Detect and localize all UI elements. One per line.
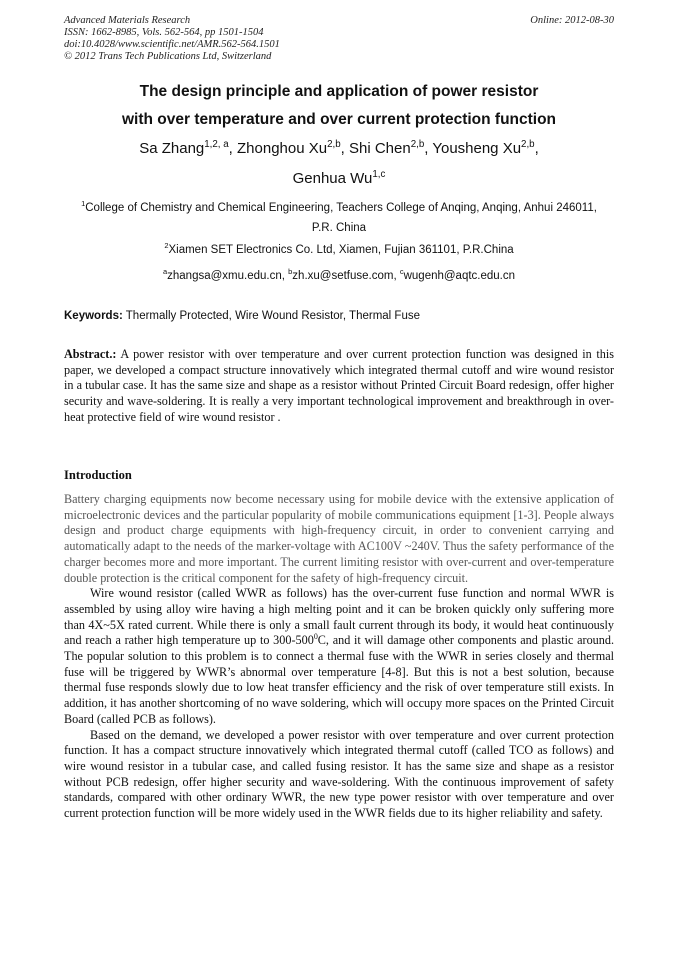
email-c: wugenh@aqtc.edu.cn	[403, 270, 516, 282]
online-date: Online: 2012-08-30	[530, 15, 614, 26]
author-list-cont	[64, 170, 614, 187]
email-a: zhangsa@xmu.edu.cn,	[167, 270, 289, 282]
author-name: Sa Zhang	[139, 140, 205, 157]
affiliation-1	[64, 198, 614, 238]
introduction-body	[64, 492, 614, 822]
email-b: zh.xu@setfuse.com,	[292, 270, 400, 282]
intro-paragraph-2-text-cont: C, and it will damage other components and plastic around. The popular solution to this problem is to connect a thermal fuse with the WWR in series closely and thermal fuse will be triggered by WWR’s abnormal over temperature [4-8]. But this is not a best solution, because thermal fuse responds slowly due to low heat transfer efficiency and the risk of over temperature still exists. In addition, it has another shortcoming of no wave soldering, which will occupy more spaces on the Printed Circuit Board (called PCB as follows).	[64, 633, 615, 726]
affiliation-mark: 1	[81, 199, 86, 209]
email-mark: a	[162, 267, 168, 277]
keywords-label: Keywords:	[64, 310, 123, 322]
author-affil-mark: 2,b	[327, 139, 341, 150]
affiliation-mark: 2	[164, 241, 169, 251]
keywords-text: Thermally Protected, Wire Wound Resistor, Thermal Fuse	[122, 310, 420, 322]
intro-paragraph-3: Based on the demand, we developed a power resistor with over temperature and over current protection function. It has a compact structure innovatively which integrated thermal cutoff (called TCO as follows) and wire wound resistor in a tubular case, and called fusing resistor. It has the same size and shape as a resistor without PCB redesign, offer higher security and wave-soldering. With the continuous improvement of safety standards, compared with other ordinary WWR, the new type power resistor with over temperature and over current protection function will be more widely used in the WWR fields due to its higher reliability and safety.	[64, 727, 614, 821]
author-list: Sa Zhang$^{1,2, a}$, Zhonghou Xu$^{2,b}$, Shi Chen$^{2,b}$, Yousheng Xu$^{2,b}$,	[139, 139, 539, 157]
degree-mark: 0	[313, 632, 318, 642]
abstract-label: Abstract.:	[64, 347, 117, 361]
author-affil-mark: 1,c	[372, 169, 386, 180]
introduction-heading: Introduction	[64, 468, 132, 482]
email-mark: c	[399, 267, 404, 277]
author-name: Yousheng Xu	[432, 140, 522, 157]
intro-paragraph-1: Battery charging equipments now become necessary using for mobile device with the extensive application of microelectronic devices and the particular popularity of mobile communications equipment [1-3]. People always design and product charge equipments with high-frequency circuit, in order to convenient carrying and automatically adapt to the needs of the marker-voltage with AC100V ~240V. Thus the safety performance of the charger becomes more and more important. The current limiting resistor with over-current and over-temperature double protection is the critical component for the safety of high-frequency circuit.	[64, 492, 614, 585]
email-line	[64, 266, 614, 286]
email-mark: b	[288, 267, 293, 277]
author-name: Genhua Wu	[292, 170, 373, 187]
journal-header	[64, 15, 280, 63]
intro-paragraph-2-text: Wire wound resistor (called WWR as follows) has the over-current fuse function and normal WWR is assembled by using alloy wire having a high melting point and it can be broken quickly only suffering more than 4X~5X rated current. While there is only a small fault current through its body, it would heat continuously and reach a rather high temperature up to 300-500	[64, 586, 614, 648]
affiliation-text: College of Chemistry and Chemical Engineering, Teachers College of Anqing, Anqing, Anhui 246011, P.R. China	[85, 202, 597, 234]
issn-line: ISSN: 1662-8985, Vols. 562-564, pp 1501-1504	[64, 27, 264, 38]
author-name: Zhonghou Xu	[237, 140, 328, 157]
doi-line: doi:10.4028/www.scientific.net/AMR.562-564.1501	[64, 39, 280, 50]
author-affil-mark: 1,2, a	[204, 139, 229, 150]
keywords	[64, 310, 614, 322]
abstract	[64, 347, 614, 426]
author-affil-mark: 2,b	[410, 139, 425, 150]
intro-paragraph-2	[64, 586, 614, 727]
journal-name: Advanced Materials Research	[64, 15, 191, 26]
affiliation-text: Xiamen SET Electronics Co. Ltd, Xiamen, Fujian 361101, P.R.China	[168, 244, 514, 256]
author-affil-mark: 2,b	[521, 139, 535, 150]
author-name: Shi Chen	[348, 140, 411, 157]
paper-title-line-1: The design principle and application of power resistor	[139, 83, 539, 100]
copyright-line: © 2012 Trans Tech Publications Ltd, Switzerland	[64, 51, 272, 62]
paper-title-line-2: with over temperature and over current protection function	[121, 111, 557, 128]
abstract-text: A power resistor with over temperature and over current protection function was designed in this paper, we developed a compact structure innovatively which integrated thermal cutoff and wire wound resistor in a tubular case. It has the same size and shape as a resistor without Printed Circuit Board redesign, offer higher security and wave-soldering. It is really a very important technological improvement and breakthrough in over-heat protective field of wire wound resistor .	[64, 347, 614, 424]
affiliation-2	[64, 240, 614, 260]
